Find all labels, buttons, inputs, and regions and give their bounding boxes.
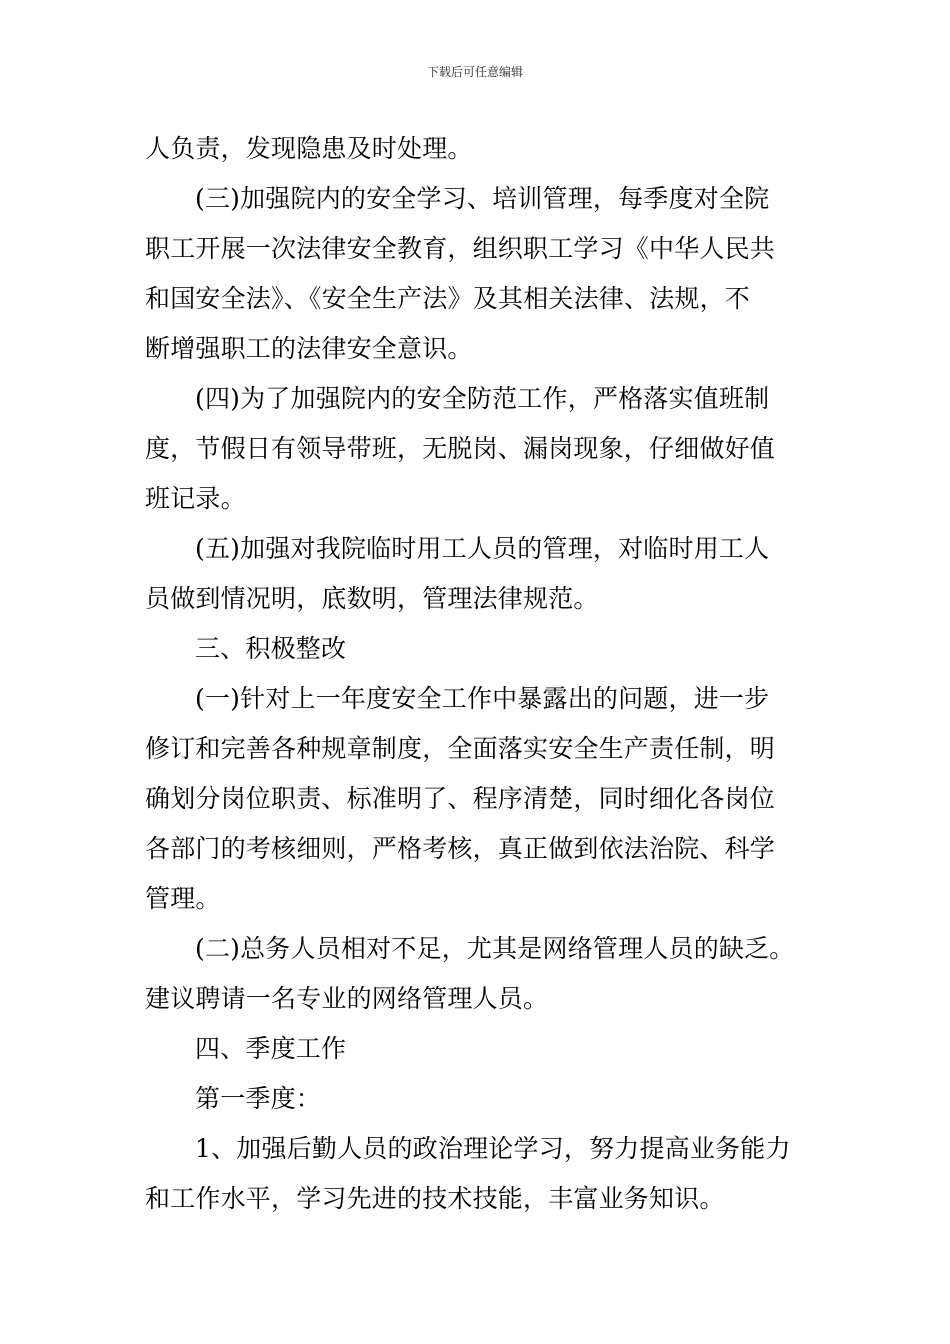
text-line: 管理。 [145,884,221,913]
paragraph-start-line: (四)为了加强院内的安全防范工作，严格落实值班制 [195,384,770,413]
text-line: 班记录。 [145,484,246,513]
text-line: 确划分岗位职责、标准明了、程序清楚，同时细化各岗位 [145,784,776,813]
section-heading: 四、季度工作 [195,1034,347,1063]
text-line: 修订和完善各种规章制度，全面落实安全生产责任制，明 [145,734,776,763]
text-line: 职工开展一次法律安全教育，组织职工学习《中华人民共 [145,234,776,263]
paragraph-start-line: (五)加强对我院临时用工人员的管理，对临时用工人 [195,534,770,563]
paragraph-start-line: (一)针对上一年度安全工作中暴露出的问题，进一步 [195,684,770,713]
paragraph-start-line: 1、加强后勤人员的政治理论学习，努力提高业务能力 [195,1134,791,1163]
text-line: 各部门的考核细则，严格考核，真正做到依法治院、科学 [145,834,776,863]
text-line: 度，节假日有领导带班，无脱岗、漏岗现象，仔细做好值 [145,434,776,463]
text-line: 人负责，发现隐患及时处理。 [145,134,473,163]
text-line: 断增强职工的法律安全意识。 [145,334,473,363]
text-line: 和工作水平，学习先进的技术技能，丰富业务知识。 [145,1184,725,1213]
text-line: 和国安全法》、《安全生产法》及其相关法律、法规，不 [145,284,751,313]
subsection-heading: 第一季度： [195,1084,322,1113]
document-body [145,124,825,1224]
section-heading: 三、积极整改 [195,634,347,663]
page-header: 下载后可任意编辑 [426,65,523,79]
paragraph-start-line: (三)加强院内的安全学习、培训管理，每季度对全院 [195,184,770,213]
text-line: 员做到情况明，底数明，管理法律规范。 [145,584,599,613]
paragraph-start-line: (二)总务人员相对不足，尤其是网络管理人员的缺乏。 [195,934,795,963]
text-line: 建议聘请一名专业的网络管理人员。 [145,984,549,1013]
